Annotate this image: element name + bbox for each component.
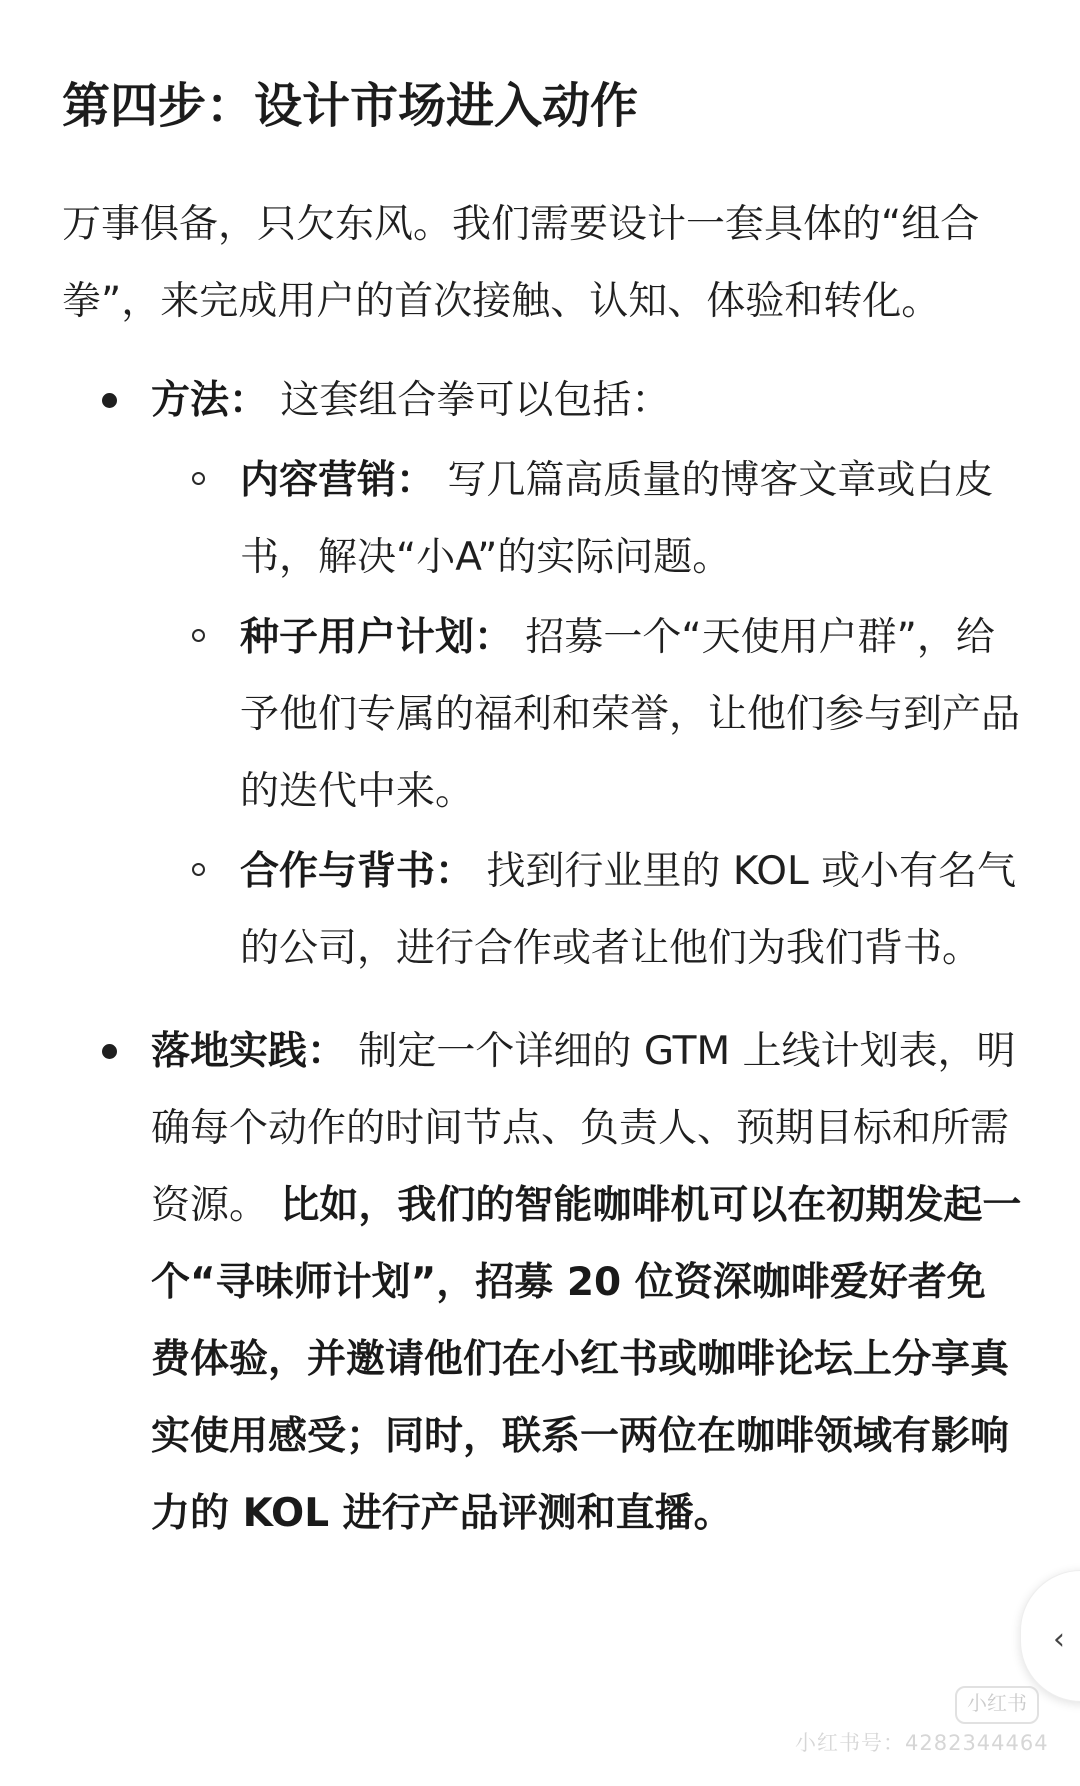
- bullet-emphasis-text: 比如，我们的智能咖啡机可以在初期发起一个“寻味师计划”，招募 20 位资深咖啡爱好者免费体验，并邀请他们在小红书或咖啡论坛上分享真实使用感受；同时，联系一两位在咖啡领域有影响力的 KOL 进行产品评测和直播。: [151, 1183, 1022, 1536]
- sub-item-content-marketing: [151, 442, 1022, 596]
- article: [62, 70, 1022, 1578]
- sub-item-label: 合作与背书：: [240, 849, 475, 894]
- side-panel-handle[interactable]: [1020, 1570, 1080, 1702]
- bullet-label: 落地实践：: [151, 1029, 347, 1074]
- sub-bullet-ring: [192, 863, 205, 876]
- chevron-left-icon: ‹: [1053, 1622, 1065, 1657]
- sub-item-text: 写几篇高质量的博客文章或白皮书，解决“小A”的实际问题。: [240, 458, 994, 580]
- sub-item-text: 招募一个“天使用户群”，给予他们专属的福利和荣誉，让他们参与到产品的迭代中来。: [240, 615, 1021, 814]
- bullet-text: 这套组合拳可以包括：: [280, 378, 671, 423]
- section-heading: 第四步：设计市场进入动作: [62, 78, 639, 134]
- sub-item-label: 种子用户计划：: [240, 615, 514, 660]
- bullet-item-practice: [62, 1013, 1022, 1552]
- sub-bullet-ring: [192, 629, 205, 642]
- bullet-label: 方法：: [151, 378, 269, 423]
- bullet-item-method: [62, 362, 1022, 987]
- bullet-list: [62, 362, 1022, 1552]
- watermark-logo: 小红书: [955, 1686, 1039, 1724]
- sub-item-seed-users: [151, 599, 1022, 830]
- bullet-text: 制定一个详细的 GTM 上线计划表，明确每个动作的时间节点、负责人、预期目标和所需资源。: [151, 1029, 1016, 1228]
- watermark-id: 小红书号：4282344464: [795, 1731, 1049, 1755]
- intro-paragraph: 万事俱备，只欠东风。我们需要设计一套具体的“组合拳”，来完成用户的首次接触、认知、体验和转化。: [62, 202, 980, 324]
- sub-bullet-ring: [192, 472, 205, 485]
- sub-item-label: 内容营销：: [240, 458, 436, 503]
- sub-item-text: 找到行业里的 KOL 或小有名气的公司，进行合作或者让他们为我们背书。: [240, 849, 1017, 971]
- sub-bullet-list: [151, 442, 1022, 987]
- sub-item-partnership: [151, 833, 1022, 987]
- bullet-dot: [102, 1044, 117, 1059]
- bullet-dot: [102, 393, 117, 408]
